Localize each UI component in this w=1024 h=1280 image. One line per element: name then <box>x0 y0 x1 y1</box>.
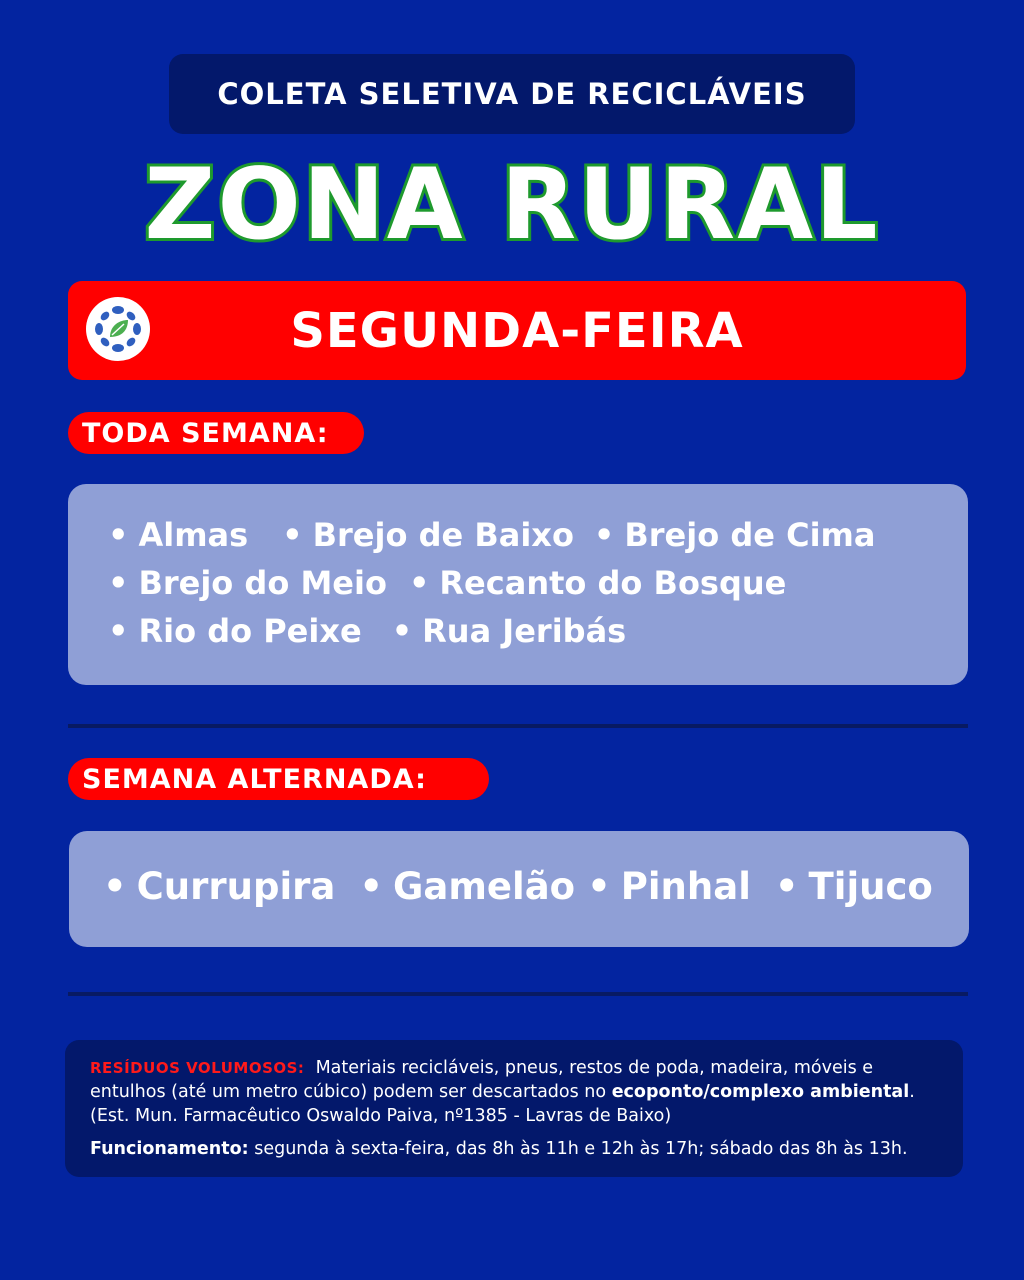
alternate-label-pill <box>68 758 489 800</box>
alternate-row <box>103 865 933 908</box>
divider <box>68 992 968 996</box>
bulky-waste-text: Materiais recicláveis, pneus, restos de poda, madeira, móveis e entulhos (até um metro cúbico) podem ser descartados no <box>90 1058 874 1102</box>
list-item: • Brejo do Meio <box>108 564 387 602</box>
ecoponto-address: (Est. Mun. Farmacêutico Oswaldo Paiva, nº1385 - Lavras de Baixo) <box>90 1106 672 1126</box>
list-item: • Rua Jeribás <box>391 612 627 650</box>
list-item: • Almas <box>108 516 249 554</box>
opening-hours <box>90 1137 941 1161</box>
weekly-row-1 <box>108 516 875 554</box>
bulky-waste-info-box <box>65 1040 963 1177</box>
day-banner <box>68 281 966 380</box>
list-item: • Brejo de Cima <box>593 516 876 554</box>
recycling-leaf-logo-icon <box>86 297 150 361</box>
ecoponto-highlight: ecoponto/complexo ambiental <box>611 1082 910 1102</box>
divider <box>68 724 968 728</box>
alternate-label: SEMANA ALTERNADA: <box>82 763 427 795</box>
day-label: SEGUNDA-FEIRA <box>290 302 744 359</box>
list-item: • Rio do Peixe <box>108 612 362 650</box>
zone-title-container <box>0 150 1024 260</box>
bulky-waste-description: RESÍDUOS VOLUMOSOS: Materiais recicláveis, pneus, restos de poda, madeira, móveis e entulhos (até um metro cúbico) podem ser descartados no ecoponto/complexo ambiental. (Est. Mun. Farmacêutico Oswaldo Paiva, nº1385 - Lavras de Baixo) <box>90 1058 915 1126</box>
subtitle-banner <box>169 54 855 134</box>
hours-label: Funcionamento: <box>90 1139 249 1159</box>
hours-text: segunda à sexta-feira, das 8h às 11h e 12h às 17h; sábado das 8h às 13h. <box>254 1139 908 1159</box>
list-item: • Gamelão <box>359 865 576 908</box>
list-item: • Tijuco <box>774 865 933 908</box>
recycling-leaf-logo-graphic <box>88 299 148 359</box>
list-item: • Brejo de Baixo <box>282 516 574 554</box>
bulky-waste-heading: RESÍDUOS VOLUMOSOS: <box>90 1059 305 1077</box>
weekly-label-pill <box>68 412 364 454</box>
list-item: • Currupira <box>103 865 336 908</box>
list-item: • Recanto do Bosque <box>408 564 787 602</box>
weekly-label: TODA SEMANA: <box>82 417 329 449</box>
page-title: ZONA RURAL <box>144 148 880 262</box>
subtitle: COLETA SELETIVA DE RECICLÁVEIS <box>217 77 807 111</box>
weekly-row-2 <box>108 564 786 602</box>
list-item: • Pinhal <box>587 865 751 908</box>
alternate-locations-card <box>69 831 969 947</box>
weekly-locations-card <box>68 484 968 685</box>
weekly-row-3 <box>108 612 626 650</box>
